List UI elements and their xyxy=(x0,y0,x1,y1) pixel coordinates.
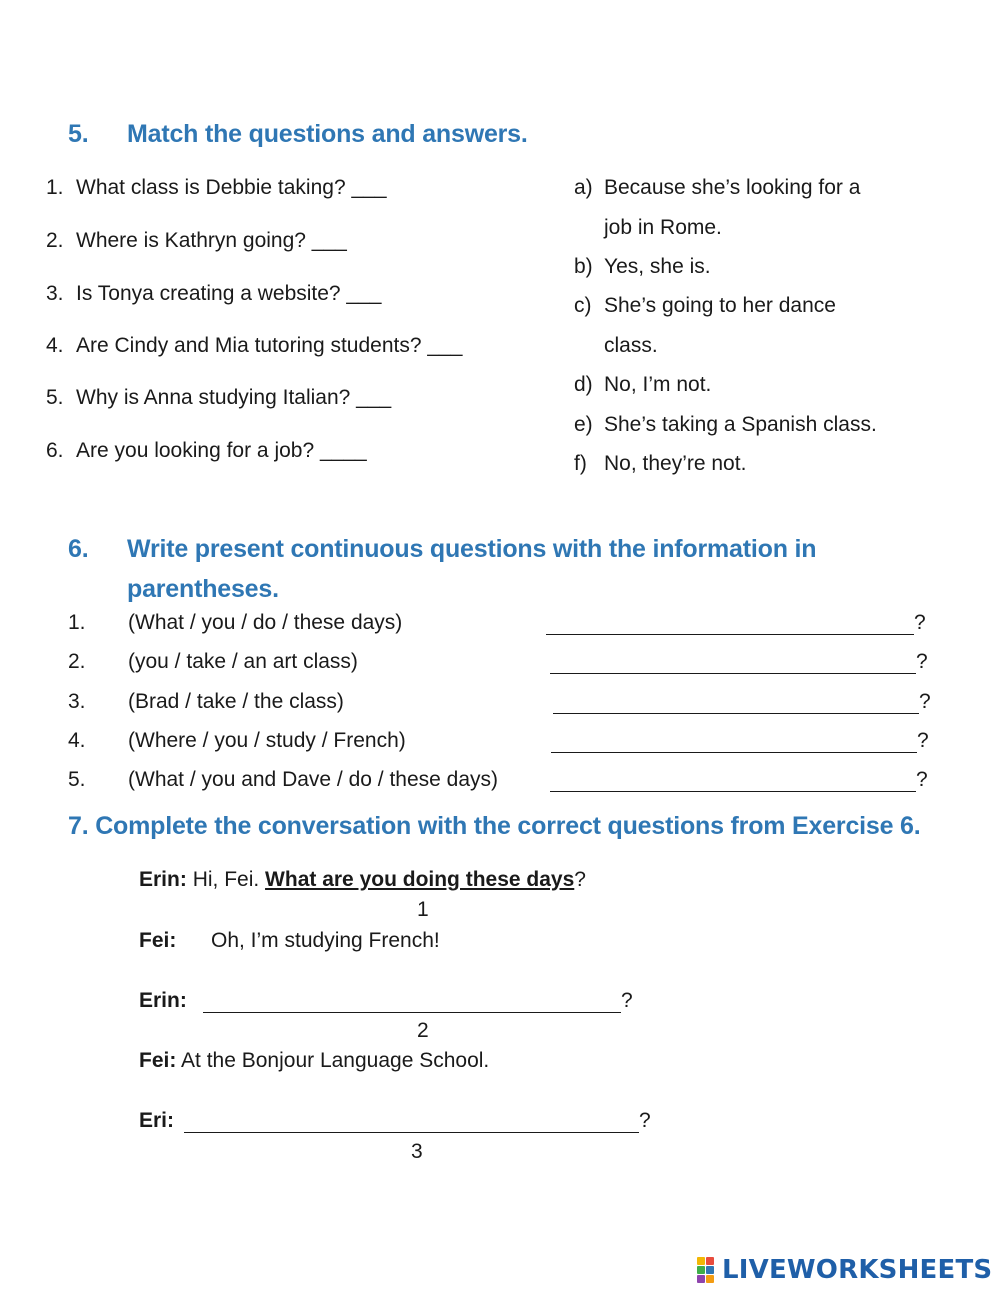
speaker-name: Erin: xyxy=(139,868,187,891)
item-num: 2. xyxy=(68,650,86,673)
speaker-name: Eri: xyxy=(139,1109,175,1132)
answer-letter: e) xyxy=(574,413,593,436)
question-mark: ? xyxy=(574,868,586,891)
line-text: Hi, Fei. xyxy=(192,868,260,891)
answer-text: She’s taking a Spanish class. xyxy=(604,413,877,436)
answer-text: job in Rome. xyxy=(604,216,722,239)
answer-letter: b) xyxy=(574,255,593,278)
question-mark: ? xyxy=(639,1109,651,1132)
section7-title: 7. Complete the conversation with the correct questions from Exercise 6. xyxy=(68,812,921,840)
question-num: 2. xyxy=(46,229,64,252)
question-text: What class is Debbie taking? ___ xyxy=(76,176,387,199)
answer-text: She’s going to her dance xyxy=(604,294,836,317)
section5-number: 5. xyxy=(68,120,89,148)
question-mark: ? xyxy=(916,768,928,791)
question-mark: ? xyxy=(916,650,928,673)
answer-blank[interactable] xyxy=(184,1110,639,1133)
section6-title-line2: parentheses. xyxy=(127,575,279,603)
answer-blank[interactable] xyxy=(546,612,914,635)
question-num: 1. xyxy=(46,176,64,199)
logo-text: LIVEWORKSHEETS xyxy=(722,1255,993,1285)
answer-text: class. xyxy=(604,334,658,357)
conversation-line-1 xyxy=(139,868,586,892)
answer-blank[interactable] xyxy=(550,651,916,674)
question-num: 4. xyxy=(46,334,64,357)
answer-text: No, they’re not. xyxy=(604,452,747,475)
answer-letter: a) xyxy=(574,176,593,199)
section6-title-line1: Write present continuous questions with the information in xyxy=(127,535,817,563)
blank-number: 3 xyxy=(411,1140,423,1163)
question-mark: ? xyxy=(914,611,926,634)
question-mark: ? xyxy=(917,729,929,752)
answer-letter: f) xyxy=(574,452,587,475)
line-text: At the Bonjour Language School. xyxy=(181,1049,490,1072)
item-prompt: (What / you and Dave / do / these days) xyxy=(128,768,499,791)
question-text: Where is Kathryn going? ___ xyxy=(76,229,347,252)
speaker-name: Fei: xyxy=(139,929,177,952)
line-text: Oh, I’m studying French! xyxy=(211,929,440,952)
speaker-name: Erin: xyxy=(139,989,187,1012)
item-num: 4. xyxy=(68,729,86,752)
answer-letter: d) xyxy=(574,373,593,396)
item-num: 1. xyxy=(68,611,86,634)
section6-number: 6. xyxy=(68,535,89,563)
item-prompt: (What / you / do / these days) xyxy=(128,611,403,634)
answer-text: No, I’m not. xyxy=(604,373,712,396)
logo-blocks-icon xyxy=(697,1257,719,1283)
item-prompt: (you / take / an art class) xyxy=(128,650,358,673)
item-num: 3. xyxy=(68,690,86,713)
answer-blank[interactable] xyxy=(203,990,621,1013)
answer-text: Yes, she is. xyxy=(604,255,711,278)
answer-blank[interactable] xyxy=(550,769,916,792)
answer-blank[interactable] xyxy=(551,730,917,753)
question-text: Is Tonya creating a website? ___ xyxy=(76,282,382,305)
question-num: 5. xyxy=(46,386,64,409)
answer-letter: c) xyxy=(574,294,592,317)
question-mark: ? xyxy=(919,690,931,713)
section5-title: Match the questions and answers. xyxy=(127,120,528,148)
liveworksheets-logo xyxy=(697,1255,992,1285)
answer-blank[interactable] xyxy=(553,691,919,714)
question-text: Are you looking for a job? ____ xyxy=(76,439,367,462)
example-answer: What are you doing these days xyxy=(265,868,575,891)
blank-number: 1 xyxy=(417,898,429,921)
question-text: Why is Anna studying Italian? ___ xyxy=(76,386,392,409)
speaker-name: Fei: xyxy=(139,1049,177,1072)
item-prompt: (Brad / take / the class) xyxy=(128,690,344,713)
item-prompt: (Where / you / study / French) xyxy=(128,729,406,752)
conversation-line-4 xyxy=(139,1049,489,1073)
question-num: 6. xyxy=(46,439,64,462)
blank-number: 2 xyxy=(417,1019,429,1042)
answer-text: Because she’s looking for a xyxy=(604,176,861,199)
item-num: 5. xyxy=(68,768,86,791)
question-num: 3. xyxy=(46,282,64,305)
question-text: Are Cindy and Mia tutoring students? ___ xyxy=(76,334,463,357)
question-mark: ? xyxy=(621,989,633,1012)
